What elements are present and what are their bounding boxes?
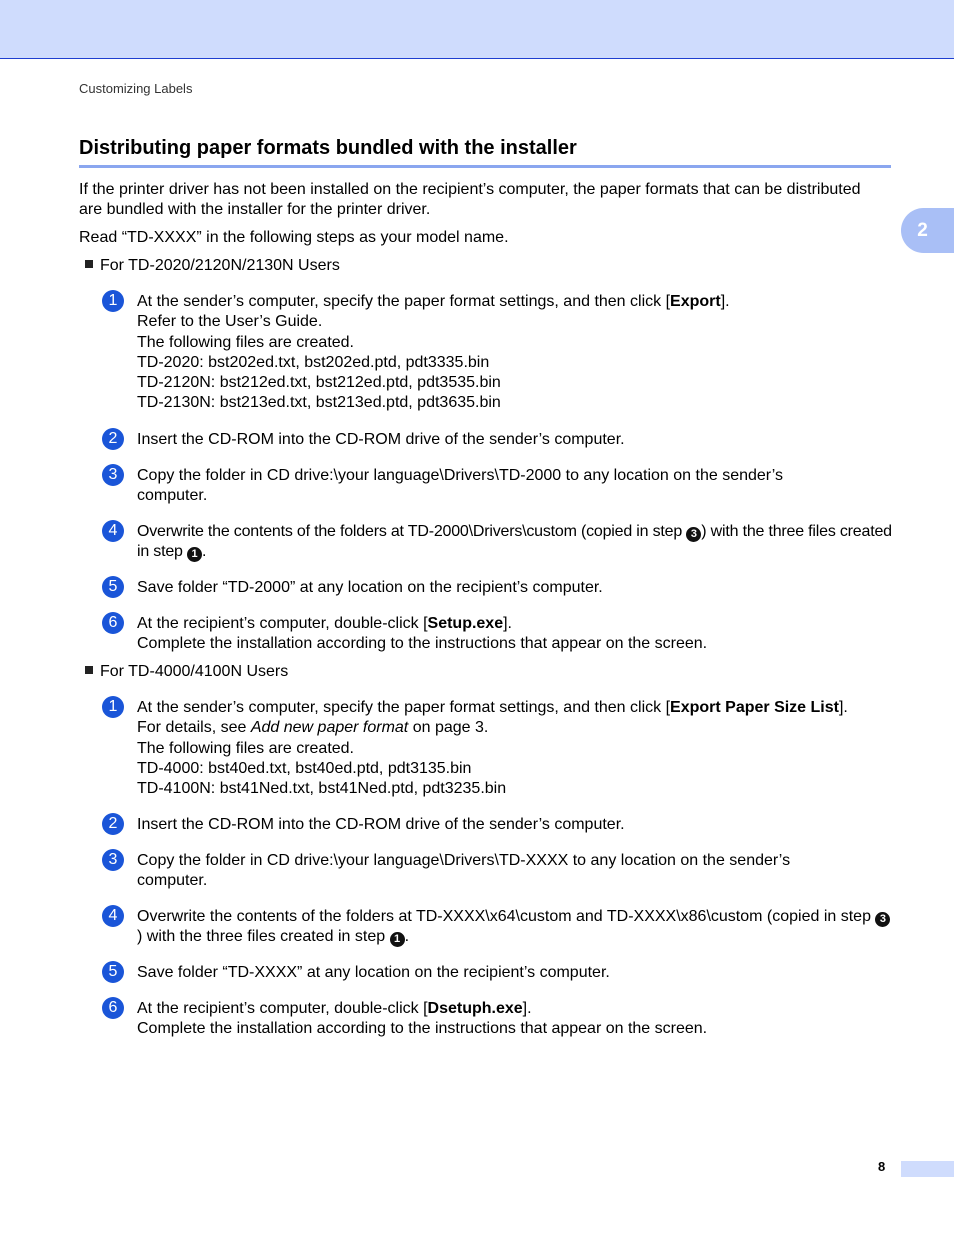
- group-heading: [85, 662, 288, 682]
- group-heading: [85, 256, 340, 276]
- chapter-number: 2: [917, 219, 928, 241]
- step-item: [102, 430, 902, 450]
- step-number-icon: 2: [102, 813, 124, 835]
- footer-tab: [901, 1161, 954, 1177]
- step-text: At the sender’s computer, specify the paper format settings, and then click [Export Paper Size List]. For details, see Add new paper format on page 3. The following files are created. TD-4000: bst40ed.txt, bst40ed.ptd, pdt3135.bin TD-4100N: bst41Ned.txt, bst41Ned.ptd, pdt3235.bin: [137, 699, 848, 798]
- page-number: 8: [878, 1159, 886, 1174]
- group-label: For TD-2020/2120N/2130N Users: [100, 257, 340, 274]
- ui-label: Export Paper Size List: [670, 699, 839, 716]
- group-label: For TD-4000/4100N Users: [100, 663, 289, 680]
- step-number-icon: 1: [102, 290, 124, 312]
- step-reference-icon: 3: [686, 527, 701, 542]
- step-number-icon: 1: [102, 696, 124, 718]
- step-item: [102, 292, 902, 414]
- step-number-icon: 3: [102, 849, 124, 871]
- step-text: At the sender’s computer, specify the paper format settings, and then click [Export]. Refer to the User’s Guide. The following files are created. TD-2020: bst202ed.txt, bst202ed.ptd, pdt3335.bin TD-2120N: bst212ed.txt, bst212ed.ptd, pdt3535.bin TD-2130N: bst213ed.txt, bst213ed.ptd, pdt3635.bin: [137, 293, 730, 412]
- step-text: Save folder “TD-2000” at any location on the recipient’s computer.: [137, 579, 603, 596]
- step-number-icon: 4: [102, 520, 124, 542]
- step-item: [102, 815, 902, 835]
- step-number-icon: 5: [102, 961, 124, 983]
- step-number-icon: 3: [102, 464, 124, 486]
- step-item: [102, 614, 902, 655]
- step-text: Copy the folder in CD drive:\your language\Drivers\TD-XXXX to any location on the sender’s computer.: [137, 852, 791, 890]
- ui-label: Setup.exe: [427, 615, 504, 632]
- step-item: [102, 578, 902, 598]
- step-item: [102, 851, 902, 892]
- ui-label: Export: [670, 293, 721, 310]
- step-text: Insert the CD-ROM into the CD-ROM drive of the sender’s computer.: [137, 431, 625, 448]
- square-bullet-icon: [85, 666, 93, 674]
- square-bullet-icon: [85, 260, 93, 268]
- step-reference-icon: 1: [187, 547, 202, 562]
- step-item: [102, 522, 902, 563]
- step-text: Save folder “TD-XXXX” at any location on the recipient’s computer.: [137, 964, 610, 981]
- step-number-icon: 4: [102, 905, 124, 927]
- step-number-icon: 6: [102, 997, 124, 1019]
- ui-label: Dsetuph.exe: [427, 1000, 523, 1017]
- step-text: Overwrite the contents of the folders at TD-XXXX\x64\custom and TD-XXXX\x86\custom (copied in step 3) with the three files created in step 1 .: [137, 907, 892, 948]
- intro-paragraph: If the printer driver has not been installed on the recipient’s computer, the paper formats that can be distributed are bundled with the installer for the printer driver.: [79, 181, 861, 219]
- step-number-icon: 2: [102, 428, 124, 450]
- step-reference-icon: 3: [875, 912, 890, 927]
- chapter-tab: [901, 208, 954, 253]
- step-text: Copy the folder in CD drive:\your language\Drivers\TD-2000 to any location on the sender’s computer.: [137, 467, 783, 505]
- intro-note: Read “TD-XXXX” in the following steps as your model name.: [79, 229, 509, 246]
- running-title: Customizing Labels: [79, 81, 193, 96]
- step-reference-icon: 1: [390, 932, 405, 947]
- step-text: At the recipient’s computer, double-click [Setup.exe]. Complete the installation according to the instructions that appear on the screen.: [137, 615, 708, 653]
- cross-reference-link[interactable]: Add new paper format: [250, 719, 409, 737]
- step-item: [102, 698, 902, 799]
- step-item: [102, 999, 902, 1040]
- step-text: At the recipient’s computer, double-click [Dsetuph.exe]. Complete the installation according to the instructions that appear on the screen.: [137, 1000, 708, 1038]
- step-number-icon: 6: [102, 612, 124, 634]
- header-band: [0, 0, 954, 59]
- step-item: [102, 963, 902, 983]
- step-item: [102, 907, 902, 948]
- section-title: Distributing paper formats bundled with the installer: [79, 136, 891, 168]
- step-text: Insert the CD-ROM into the CD-ROM drive of the sender’s computer.: [137, 816, 625, 833]
- step-item: [102, 466, 902, 507]
- step-number-icon: 5: [102, 576, 124, 598]
- step-text: Overwrite the contents of the folders at TD-2000\Drivers\custom (copied in step 3 ) with the three files created in step 1 .: [137, 523, 892, 561]
